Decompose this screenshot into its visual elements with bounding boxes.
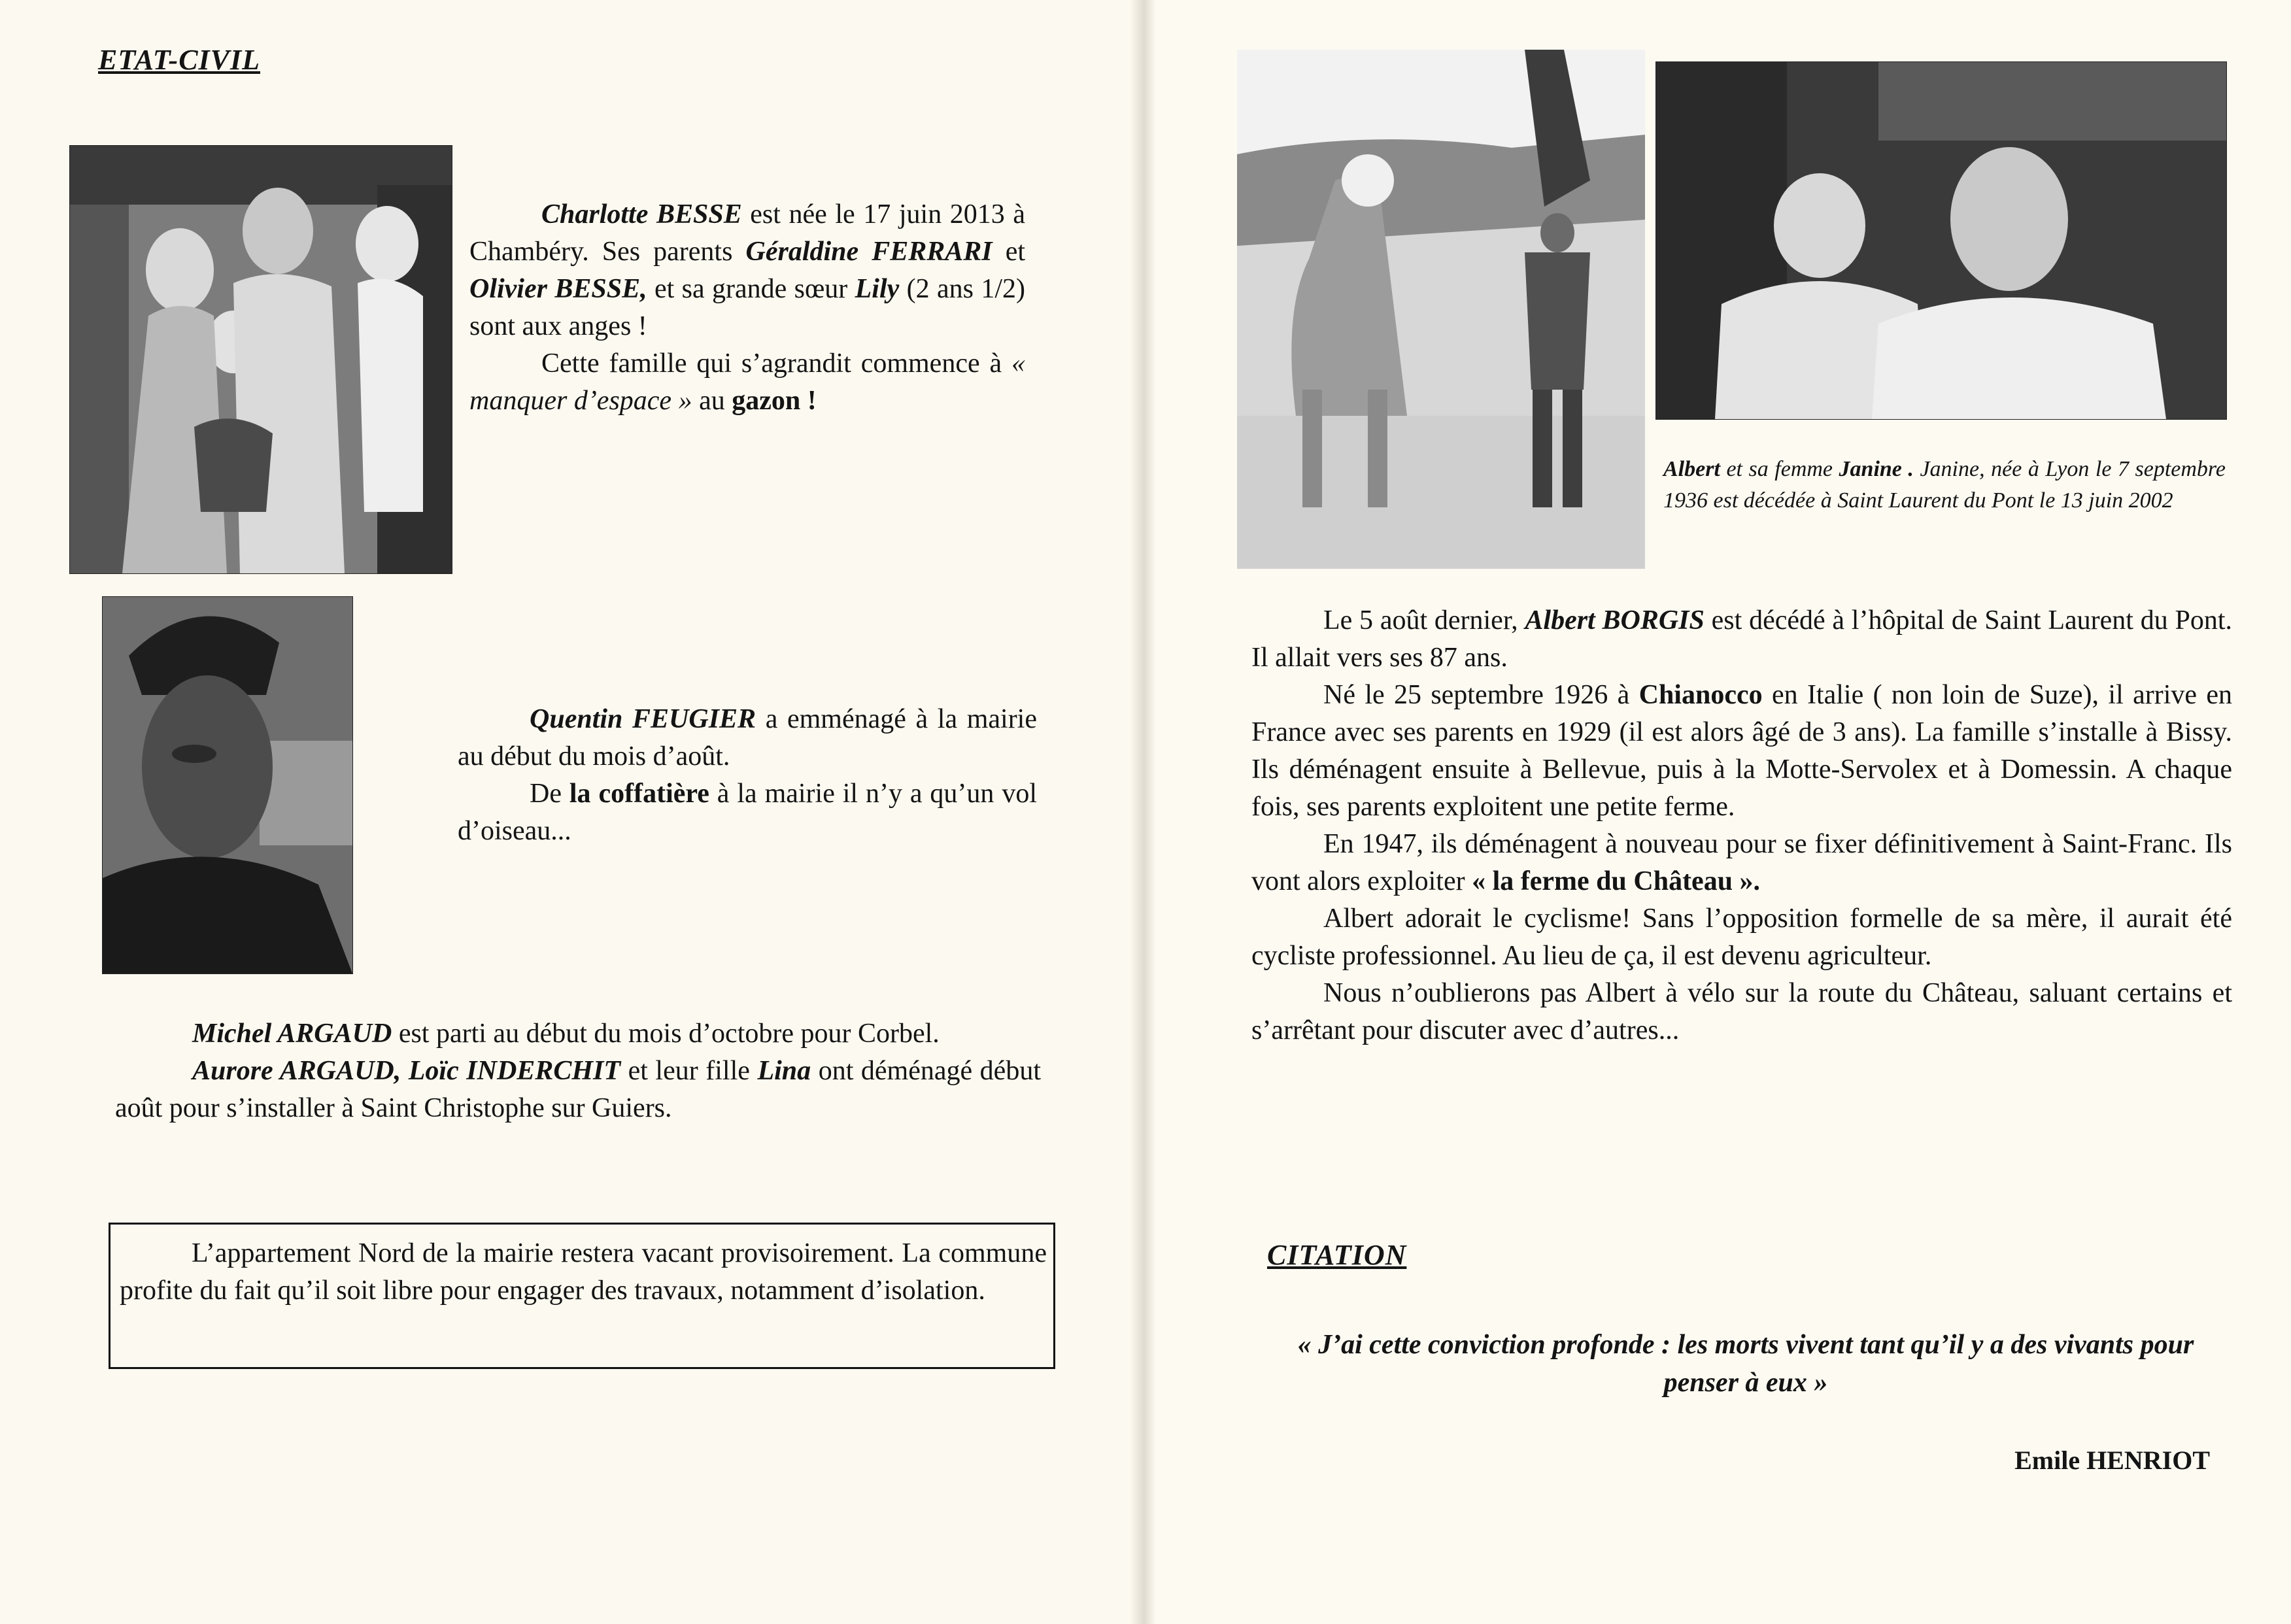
horse-photo <box>1237 50 1645 569</box>
besse-paragraph: Charlotte BESSE est née le 17 juin 2013 à Chambéry. Ses parents Géraldine FERRARI et Olivier BESSE, et sa grande sœur Lily (2 ans 1/2) sont aux anges ! Cette famille qui s’agrandit commence à « manquer d’espace » au gazon ! <box>469 199 1025 416</box>
feugier-name: Quentin FEUGIER <box>530 704 756 734</box>
citation-quote: « J’ai cette conviction profonde : les morts vivent tant qu’il y a des vivants pour penser à eux » <box>1297 1330 2194 1398</box>
etat-civil-heading: ETAT-CIVIL <box>98 44 261 76</box>
besse-name: Charlotte BESSE <box>541 199 742 229</box>
argaud-paragraph: Michel ARGAUD est parti au début du mois d’octobre pour Corbel. Aurore ARGAUD, Loïc INDERCHIT et leur fille Lina ont déménagé début août pour s’installer à Saint Christophe sur Guiers. <box>115 1019 1041 1123</box>
notice-text: L’appartement Nord de la mairie restera vacant provisoirement. La commune profite du fait qu’il soit libre pour engager des travaux, notamment d’isolation. <box>120 1238 1047 1306</box>
citation-author: Emile HENRIOT <box>2014 1446 2210 1475</box>
couple-caption: Albert et sa femme Janine . Janine, née à Lyon le 7 septembre 1936 est décédée à Saint Laurent du Pont le 13 juin 2002 <box>1663 457 2226 513</box>
citation-heading: CITATION <box>1267 1239 1407 1271</box>
feugier-paragraph: Quentin FEUGIER a emménagé à la mairie au début du mois d’août. De la coffatière à la mairie il n’y a qu’un vol d’oiseau... <box>458 704 1037 846</box>
couple-photo <box>1655 61 2227 420</box>
albert-borgis-name: Albert BORGIS <box>1525 605 1705 635</box>
obituary-text: Le 5 août dernier, Albert BORGIS est décédé à l’hôpital de Saint Laurent du Pont. Il allait vers ses 87 ans. Né le 25 septembre 1926 à Chianocco en Italie ( non loin de Suze), il arrive en France avec ses parents en 1929 (il est alors âgé de 3 ans). La famille s’installe à Bissy. Ils déménagent ensuite à Bellevue, puis à la Motte-Servolex et à Domessin. A chaque fois, ses parents exploitent une petite ferme. En 1947, ils déménagent à nouveau pour se fixer définitivement à Saint-Franc. Ils vont alors exploiter « la ferme du Château ». Albert adorait le cyclisme! Sans l’opposition formelle de sa mère, il aurait été cycliste professionnel. Au lieu de ça, il est devenu agriculteur. Nous n’oublierons pas Albert à vélo sur la route du Château, saluant certains et s’arrêtant pour discuter avec d’autres... <box>1251 605 2232 1045</box>
michel-argaud-name: Michel ARGAUD <box>192 1019 392 1049</box>
notice-box <box>109 1223 1055 1369</box>
portrait-photo <box>102 596 353 974</box>
family-photo <box>69 145 452 574</box>
book-spine <box>1130 0 1156 1624</box>
